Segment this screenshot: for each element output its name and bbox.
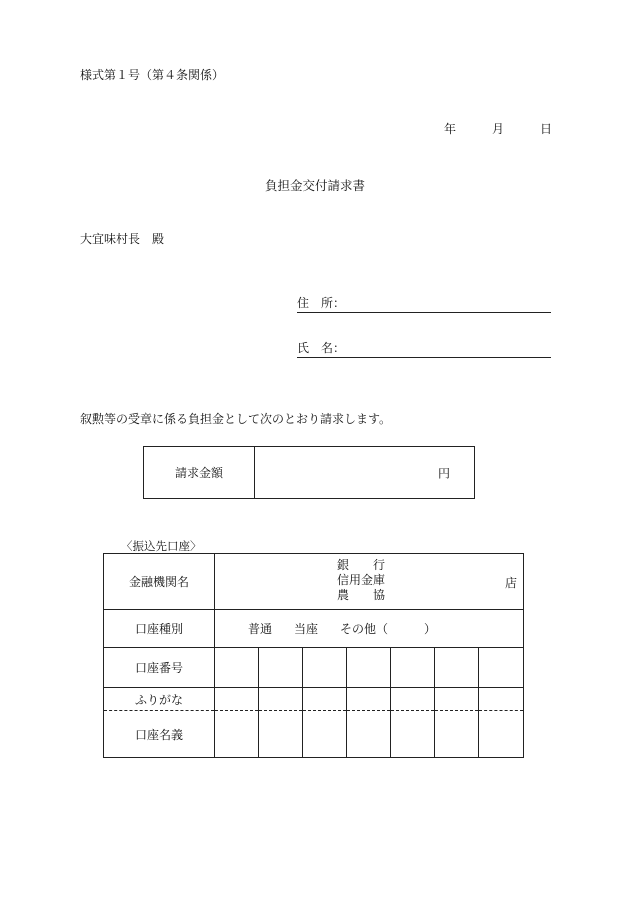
account-holder-cell[interactable] [479, 711, 524, 758]
account-holder-cell[interactable] [215, 711, 259, 758]
account-holder-cell[interactable] [259, 711, 303, 758]
institution-type-bank: 銀 行 [337, 558, 386, 572]
account-type-futsu[interactable]: 普通 [248, 622, 273, 636]
name-field[interactable] [297, 339, 551, 358]
account-number-digit[interactable] [435, 648, 479, 688]
institution-field[interactable] [215, 554, 524, 610]
account-number-digit[interactable] [479, 648, 524, 688]
furigana-label: ふりがな [104, 688, 215, 711]
furigana-cell[interactable] [347, 688, 391, 711]
account-number-digit[interactable] [391, 648, 435, 688]
institution-type-shinkin: 信用金庫 [337, 573, 386, 587]
furigana-cell[interactable] [259, 688, 303, 711]
institution-types [337, 558, 385, 603]
date-year-label: 年 [444, 122, 457, 136]
furigana-cell[interactable] [303, 688, 347, 711]
account-holder-cell[interactable] [347, 711, 391, 758]
bank-account-table [103, 553, 524, 758]
furigana-cell[interactable] [391, 688, 435, 711]
branch-suffix: 店 [505, 576, 518, 590]
intro-text: 叙勲等の受章に係る負担金として次のとおり請求します。 [80, 412, 392, 426]
name-label: 氏 名： [297, 341, 346, 355]
account-holder-cell[interactable] [303, 711, 347, 758]
date-line [444, 120, 552, 137]
date-day-label: 日 [540, 122, 553, 136]
institution-type-noukyo: 農 協 [337, 588, 386, 602]
account-type-label: 口座種別 [104, 610, 215, 648]
account-holder-cell[interactable] [435, 711, 479, 758]
bank-caption: 〈振込先口座〉 [121, 539, 202, 553]
account-number-digit[interactable] [215, 648, 259, 688]
form-number: 様式第１号（第４条関係） [80, 68, 225, 82]
furigana-cell[interactable] [215, 688, 259, 711]
amount-box [143, 446, 475, 499]
account-number-label: 口座番号 [104, 648, 215, 688]
account-type-touza[interactable]: 当座 [294, 622, 319, 636]
amount-value-field[interactable] [255, 447, 474, 498]
amount-label: 請求金額 [144, 447, 255, 498]
account-type-options [215, 610, 524, 648]
account-holder-label: 口座名義 [104, 711, 215, 758]
date-month-label: 月 [492, 122, 505, 136]
account-number-digit[interactable] [259, 648, 303, 688]
institution-label: 金融機関名 [104, 554, 215, 610]
address-field[interactable] [297, 294, 551, 313]
account-number-digit[interactable] [303, 648, 347, 688]
document-title: 負担金交付請求書 [264, 178, 365, 193]
address-label: 住 所： [297, 296, 346, 310]
account-holder-cell[interactable] [391, 711, 435, 758]
addressee: 大宜味村長 殿 [80, 232, 165, 246]
furigana-cell[interactable] [435, 688, 479, 711]
account-type-other[interactable]: その他（ [340, 622, 389, 636]
furigana-cell[interactable] [479, 688, 524, 711]
amount-unit: 円 [437, 466, 450, 480]
account-number-digit[interactable] [347, 648, 391, 688]
account-type-close: ） [424, 622, 437, 636]
